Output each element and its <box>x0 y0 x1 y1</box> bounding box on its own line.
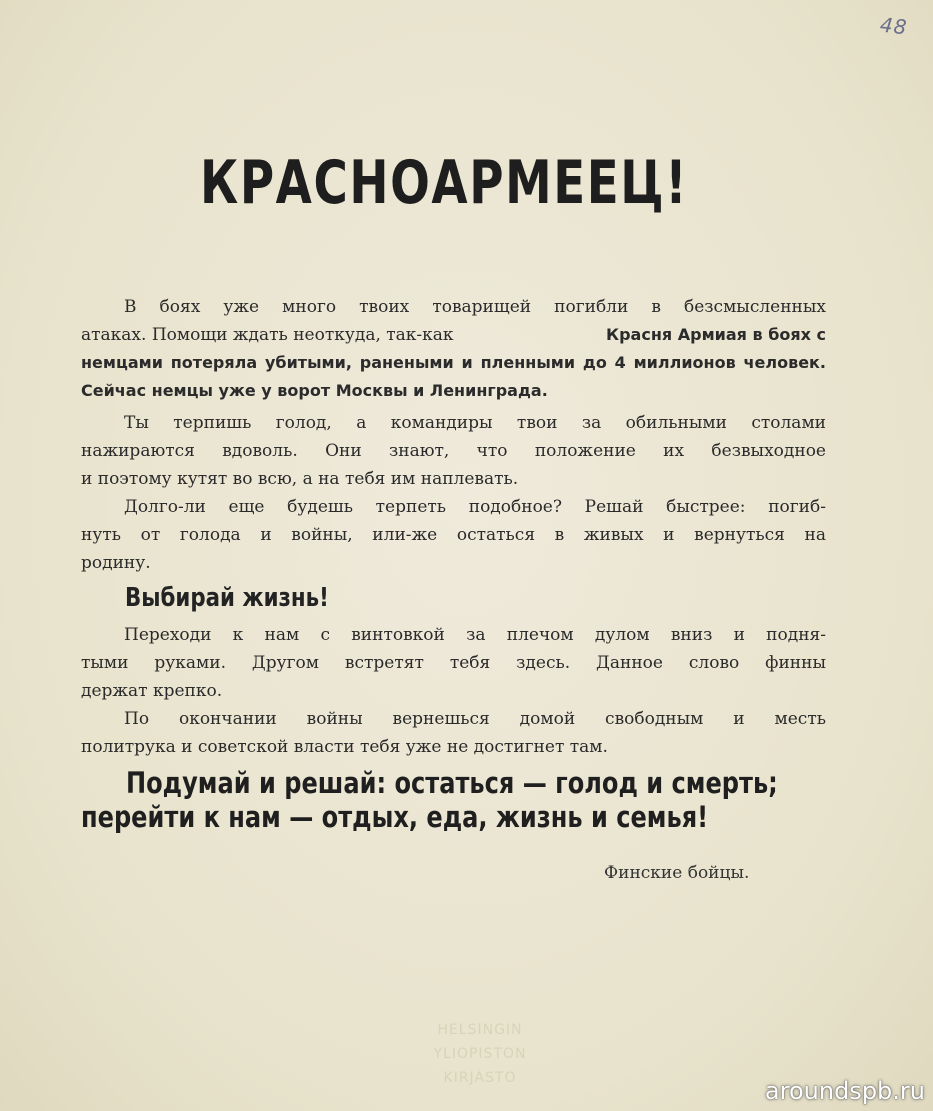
library-stamp-line-1: HELSINGIN <box>437 1022 523 1038</box>
page-title: КРАСНОАРМЕЕЦ! <box>200 148 689 218</box>
paragraph-3-line-2: нуть от голода и войны, или-же остаться в живых и вернуться на <box>81 525 826 545</box>
signature: Финские бойцы. <box>604 863 750 883</box>
paragraph-1-line-2-text: атаках. Помощи ждать неоткуда, так-как <box>81 325 454 345</box>
paragraph-2-line-2: нажираются вдоволь. Они знают, что положение их безвыходное <box>81 441 826 461</box>
page-number: 48 <box>878 12 909 40</box>
paragraph-2-line-3: и поэтому кутят во всю, а на тебя им наплевать. <box>81 469 519 489</box>
paragraph-5-line-2: политрука и советской власти тебя уже не достигнет там. <box>81 737 608 757</box>
paragraph-3-line-3: родину. <box>81 553 151 573</box>
paragraph-4-line-3: держат крепко. <box>81 681 223 701</box>
paragraph-1-line-2-bold: Красня Армиая в боях с <box>606 325 826 344</box>
paragraph-2-line-1: Ты терпишь голод, а командиры твои за обильными столами <box>124 413 826 433</box>
library-stamp-line-2: YLIOPISTON <box>433 1046 527 1062</box>
paragraph-1-line-1: В боях уже много твоих товарищей погибли в безсмысленных <box>124 297 826 317</box>
paragraph-4-line-1: Переходи к нам с винтовкой за плечом дулом вниз и подня- <box>124 625 826 645</box>
slogan-line-1: Подумай и решай: остаться — голод и смерть; <box>126 766 778 800</box>
slogan-line-2: перейти к нам — отдых, еда, жизнь и семья! <box>81 800 709 834</box>
section-heading: Выбирай жизнь! <box>125 583 329 613</box>
paragraph-1-line-2 <box>81 322 826 348</box>
paragraph-3-line-1: Долго-ли еще будешь терпеть подобное? Решай быстрее: погиб- <box>124 497 826 517</box>
paragraph-1-line-3: немцами потеряла убитыми, ранеными и пленными до 4 миллионов человек. <box>81 353 826 372</box>
site-watermark: aroundspb.ru <box>764 1077 925 1105</box>
paragraph-4-line-2: тыми руками. Другом встретят тебя здесь. Данное слово финны <box>81 653 826 673</box>
paragraph-1-line-4: Сейчас немцы уже у ворот Москвы и Ленинграда. <box>81 381 548 400</box>
paragraph-5-line-1: По окончании войны вернешься домой свободным и месть <box>124 709 826 729</box>
library-stamp-line-3: KIRJASTO <box>443 1070 517 1086</box>
